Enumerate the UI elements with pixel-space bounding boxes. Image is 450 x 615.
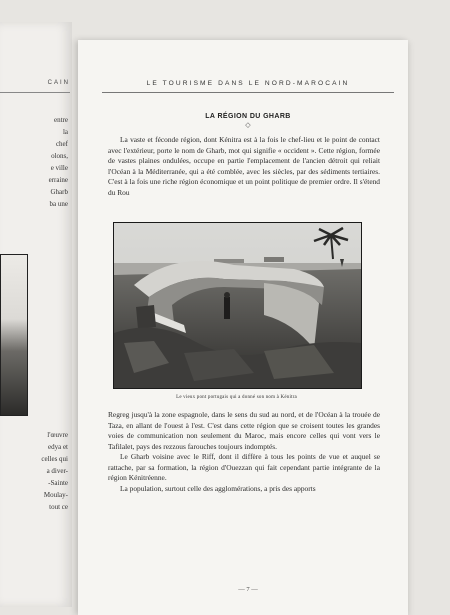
paragraph: Le Gharb voisine avec le Riff, dont il diffère à tous les points de vue et auquel se rattache, par sa formation, la région d'Ouezzan qui fait cependant partie intégrante de la région Kénitréenne. — [108, 452, 380, 482]
title-ornament: ◇ — [245, 121, 251, 129]
body-text-top — [108, 135, 380, 198]
left-running-header: CAIN — [47, 80, 70, 86]
left-line: tout ce — [49, 503, 68, 511]
left-line: Moulay- — [43, 491, 68, 499]
left-text-column-bottom — [8, 429, 68, 513]
left-header-rule — [0, 92, 70, 93]
left-line: entre — [54, 116, 68, 124]
page-number: — 7 — — [238, 586, 258, 593]
current-page — [78, 40, 408, 615]
left-line: la — [62, 128, 68, 136]
left-line: e ville — [50, 164, 68, 172]
paragraph: La vaste et féconde région, dont Kénitra est à la fois le chef-lieu et le point de contact avec l'extérieur, porte le nom de Gharb, mot qui signifie « occident ». Cette région, formée de vastes plaines ondulées, occupe en partie l'emplacement de l'ancien détroit qui reliait l'Océan à la Méditerranée, qui a été comblée, avec les siècles, par des sédiments tertiaires. C'est à la fois une riche région économique et un point politique de premier ordre. Il s'étend du Rou — [108, 135, 380, 197]
section-title: LA RÉGION DU GHARB — [205, 113, 291, 120]
photo-caption: Le vieux pont portugais qui a donné son nom à Kénitra — [176, 395, 297, 400]
left-line: l'œuvre — [47, 431, 68, 439]
left-line: Gharb — [50, 188, 68, 196]
left-line: celles qui — [41, 455, 68, 463]
left-text-column-top — [8, 114, 68, 210]
bridge-photo-illustration — [114, 223, 361, 388]
left-line: olons, — [51, 152, 68, 160]
left-line: a diver- — [46, 467, 68, 475]
left-page-photo — [0, 254, 28, 416]
left-line: -Sainte — [48, 479, 68, 487]
bridge-photo — [113, 222, 362, 389]
paragraph: Regreg jusqu'à la zone espagnole, dans le sens du sud au nord, et de l'Océan à la trouée de Taza, en allant de l'ouest à l'est. C'est dans cette région que se croisent toutes les grandes voies de communication non seulement du Maroc, mais encore celles qui vont vers le Tafilalet, pays des rezzous farouches toujours indomptés. — [108, 410, 380, 451]
left-line: chef — [55, 140, 68, 148]
left-line: erraine — [48, 176, 68, 184]
left-line: ba une — [49, 200, 68, 208]
paragraph: La population, surtout celle des agglomérations, a pris des apports — [120, 483, 316, 493]
left-line: edya et — [47, 443, 68, 451]
previous-page — [0, 22, 72, 607]
header-rule — [102, 92, 394, 93]
body-text-bottom — [108, 410, 380, 494]
running-header: LE TOURISME DANS LE NORD-MAROCAIN — [146, 80, 350, 87]
